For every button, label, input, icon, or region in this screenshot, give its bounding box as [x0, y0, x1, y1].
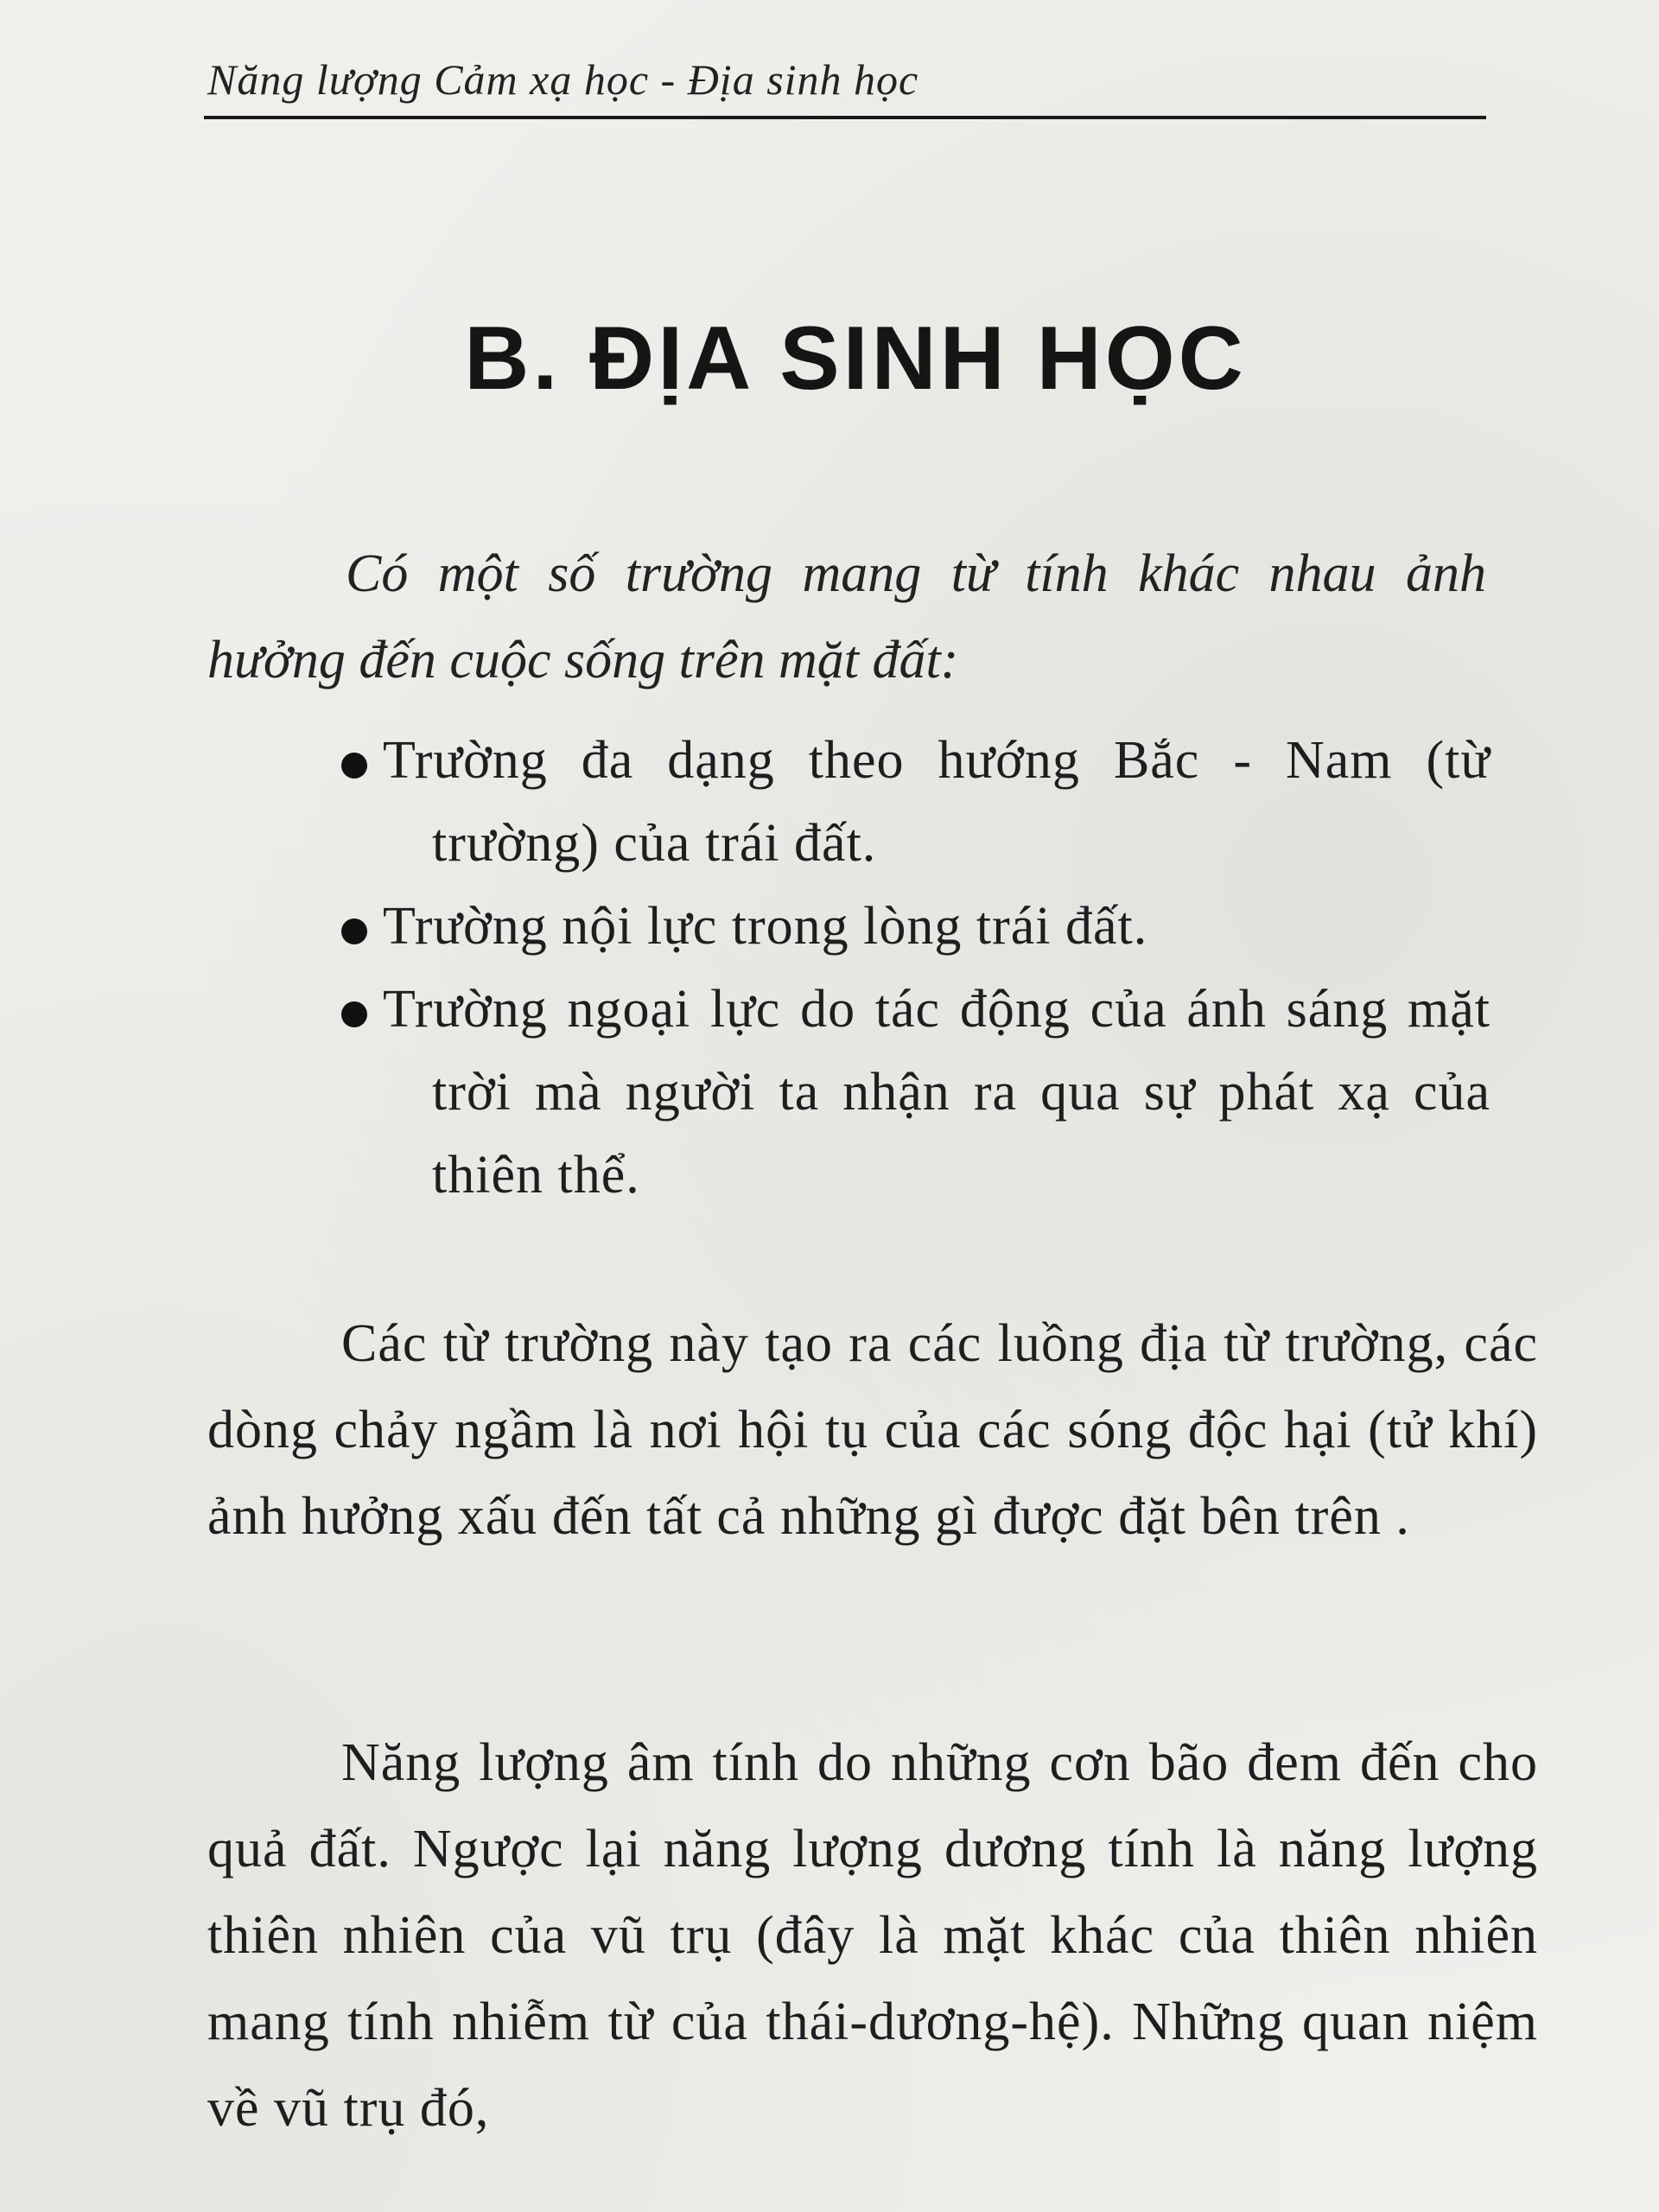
bullet-icon — [341, 1001, 367, 1027]
body-paragraph: Năng lượng âm tính do những cơn bão đem đến cho quả đất. Ngược lại năng lượng dương tính là năng lượng thiên nhiên của vũ trụ (đây là mặt khác của thiên nhiên mang tính nhiễm từ của thái-dương-hệ). Những quan niệm về vũ trụ đó, — [207, 1733, 1538, 2138]
bullet-icon — [341, 753, 367, 779]
bullet-text: Trường ngoại lực do tác động của ánh sáng mặt trời mà người ta nhận ra qua sự phát xạ của thiên thể. — [383, 980, 1491, 1205]
bullet-list — [341, 719, 1491, 1217]
section-title: B. ĐỊA SINH HỌC — [464, 308, 1247, 409]
bullet-item — [341, 719, 1491, 885]
header-rule — [204, 116, 1486, 119]
bullet-text: Trường nội lực trong lòng trái đất. — [383, 897, 1148, 956]
bullet-item — [341, 968, 1491, 1217]
bullet-icon — [341, 918, 367, 944]
running-header: Năng lượng Cảm xạ học - Địa sinh học — [207, 55, 919, 104]
intro-paragraph: Có một số trường mang từ tính khác nhau ảnh hưởng đến cuộc sống trên mặt đất: — [207, 544, 1486, 690]
bullet-item — [341, 885, 1491, 968]
body-paragraph: Các từ trường này tạo ra các luồng địa từ trường, các dòng chảy ngầm là nơi hội tụ của các sóng độc hại (tử khí) ảnh hưởng xấu đến tất cả những gì được đặt bên trên . — [207, 1314, 1538, 1546]
bullet-text: Trường đa dạng theo hướng Bắc - Nam (từ trường) của trái đất. — [383, 731, 1491, 873]
